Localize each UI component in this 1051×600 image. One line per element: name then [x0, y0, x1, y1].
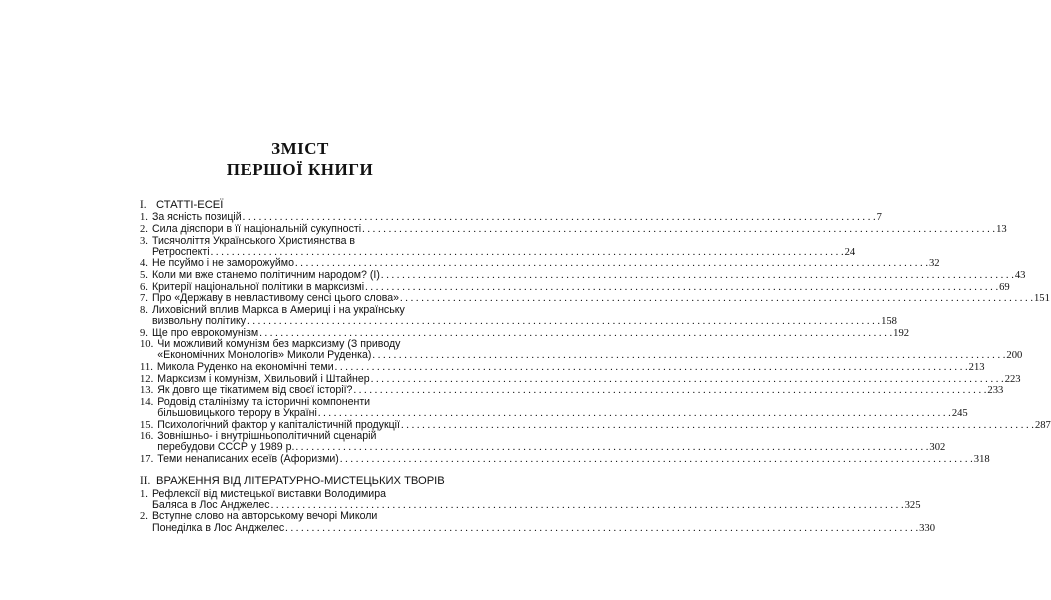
toc-entry	[140, 338, 1023, 362]
dot-leader	[401, 420, 1034, 431]
entry-number: 13.	[140, 385, 154, 397]
entry-number: 17.	[140, 453, 154, 465]
page-number: 330	[919, 522, 936, 534]
entry-title: Микола Руденко на економічні теми	[156, 360, 334, 373]
dot-leader	[353, 385, 986, 396]
toc-section-heading	[140, 199, 462, 212]
entry-number: 10.	[140, 339, 154, 351]
page-number: 69	[999, 281, 1010, 293]
entry-number: 3.	[140, 235, 148, 247]
entry-number: 1.	[140, 212, 148, 224]
toc-entry	[140, 384, 1004, 397]
page-number: 158	[881, 315, 897, 327]
toc-entry	[140, 372, 1021, 385]
entry-number: 15.	[140, 419, 154, 431]
toc-entry	[140, 303, 897, 327]
entry-title: Марксизм і комунізм, Хвильовий і Штайнер	[157, 372, 370, 385]
entry-title: Ще про еврокомунізм	[151, 326, 259, 339]
page-number: 13	[996, 223, 1007, 235]
page-number: 213	[968, 361, 985, 373]
page-number: 151	[1033, 293, 1050, 305]
dot-leader	[211, 247, 844, 258]
entry-title: «Економічних Монологів» Миколи Руденка)	[157, 349, 372, 362]
entry-title: Тисячоліття Українського Християнства в	[151, 234, 356, 247]
page-number: 223	[1004, 373, 1021, 385]
table-of-contents	[140, 199, 1051, 534]
entry-title: Чи можливий комунізм без марксизму (З приводу	[157, 338, 401, 351]
page-number: 43	[1014, 269, 1026, 281]
toc-entry	[140, 292, 1050, 305]
toc-entry	[140, 487, 921, 511]
contents-subtitle: ПЕРШОЇ КНИГИ	[226, 160, 374, 179]
entry-title: Понеділка в Лос Анджелес	[151, 521, 285, 534]
entry-title: Зовнішньо- і внутрішньополітичний сценарій	[157, 430, 377, 443]
page-number: 192	[893, 327, 910, 339]
toc-entry	[140, 326, 910, 339]
dot-leader	[295, 258, 928, 269]
toc-entry	[140, 418, 1051, 431]
dot-leader	[381, 270, 1014, 281]
toc-entry	[140, 510, 936, 534]
toc-entry	[140, 211, 882, 224]
section-title: ВРАЖЕННЯ ВІД ЛІТЕРАТУРНО-МИСТЕЦЬКИХ ТВОРІВ	[156, 475, 445, 488]
toc-entry	[140, 360, 985, 373]
entry-title: Психологічний фактор у капіталістичній продукції	[157, 418, 400, 431]
entry-number: 14.	[140, 396, 154, 408]
entry-title: Рефлексії від мистецької виставки Володимира	[151, 487, 386, 500]
entry-title: більшовицького терору в Україні	[157, 406, 317, 419]
page-number: 325	[904, 499, 921, 511]
entry-title: Як довго ще тікатимем від своєї історії?	[157, 384, 353, 397]
page-number: 32	[928, 258, 940, 270]
page-number: 24	[844, 246, 856, 258]
entry-number: 8.	[140, 304, 148, 316]
entry-title: Критерії національної політики в марксизмі	[151, 280, 365, 293]
dot-leader	[335, 362, 968, 373]
dot-leader	[362, 224, 995, 235]
entry-title: Не псуймо і не заморожуймо	[151, 257, 294, 270]
dot-leader	[371, 374, 1004, 385]
toc-entry	[140, 395, 968, 419]
entry-number: 6.	[140, 281, 148, 293]
entry-number: 9.	[140, 327, 148, 339]
toc-section-heading	[140, 475, 462, 488]
toc-entry	[140, 222, 1007, 235]
dot-leader	[400, 293, 1033, 304]
entry-title: Теми ненаписаних есеїв (Афоризми)	[157, 452, 339, 465]
page-number: 200	[1006, 350, 1023, 362]
entry-number: 2.	[140, 223, 148, 235]
entry-number: 1.	[140, 488, 148, 500]
section-number: II.	[140, 475, 151, 488]
toc-entry	[140, 452, 990, 465]
entry-title: Вступне слово на авторському вечорі Миколи	[151, 510, 378, 523]
page-number: 302	[929, 442, 946, 454]
dot-leader	[340, 454, 973, 465]
entry-title: визвольну політику	[151, 314, 247, 327]
toc-entry	[140, 430, 946, 454]
dot-leader	[365, 282, 998, 293]
dot-leader	[247, 316, 880, 327]
entry-number: 2.	[140, 511, 148, 523]
page-number: 318	[973, 453, 990, 465]
toc-entry	[140, 280, 1010, 293]
entry-title: перебудови СССР у 1989 р.	[157, 441, 295, 454]
dot-leader	[295, 442, 928, 453]
entry-title: Ретроспекті	[151, 245, 210, 258]
entry-title: Сила діяспори в її національній сукупності	[151, 222, 362, 235]
entry-title: Коли ми вже станемо політичним народом? (І)	[151, 268, 380, 281]
entry-number: 11.	[140, 361, 153, 373]
toc-entry	[140, 257, 940, 270]
page-number: 233	[987, 385, 1004, 397]
contents-title: ЗМІСТ	[271, 139, 329, 158]
entry-number: 4.	[140, 258, 148, 270]
entry-number: 16.	[140, 431, 154, 443]
entry-title: Лиховісний вплив Маркса в Америці і на українську	[151, 303, 405, 316]
entry-title: Родовід сталінізму та історичні компоненти	[157, 395, 371, 408]
section-number: I.	[140, 199, 147, 211]
entry-title: Про «Державу в невластивому сенсі цього слова»	[151, 292, 399, 305]
dot-leader	[271, 500, 904, 511]
entry-number: 7.	[140, 293, 148, 305]
dot-leader	[259, 328, 892, 339]
entry-title: Баляса в Лос Анджелес	[151, 498, 270, 511]
dot-leader	[318, 408, 951, 419]
page-number: 287	[1034, 419, 1051, 431]
dot-leader	[243, 212, 876, 223]
entry-title: За ясність позицій	[151, 211, 242, 224]
dot-leader	[285, 523, 918, 534]
section-title: СТАТТІ-ЕСЕЇ	[156, 199, 224, 211]
entry-number: 12.	[140, 373, 154, 385]
page-number: 7	[876, 212, 882, 224]
page-number: 245	[951, 407, 968, 419]
toc-entry	[140, 234, 856, 258]
dot-leader	[372, 350, 1005, 361]
entry-number: 5.	[140, 269, 148, 281]
toc-entry	[140, 268, 1026, 281]
